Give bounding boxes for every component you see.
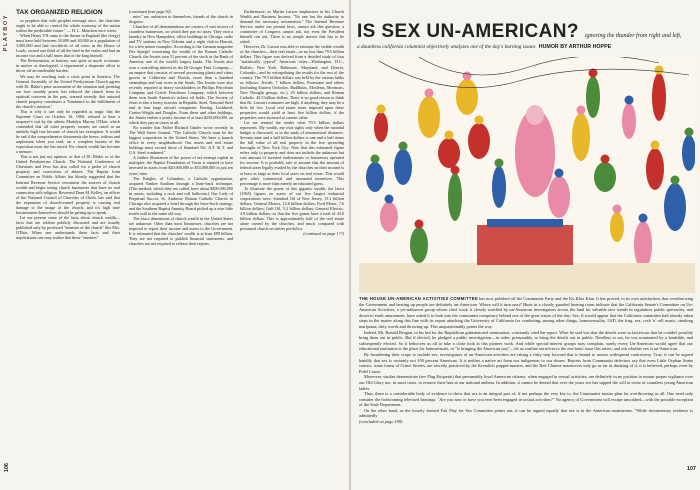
left-page-number: 106: [4, 462, 10, 472]
crowd-figure: [438, 138, 460, 168]
crowd-figure-head: [425, 89, 434, 98]
paragraph: This is not just my opinion, or that of Dr. Blake, or of the United Presbyterian Church. The National Conference of Christians and Jews has also called for a probe of church property and corrections of abuses. The Baptist Joint Committee on Public Affairs has bluntly suggested that the Internal Revenue Service reexamine the sources of church wealth and begin taxing church businesses that have no real connection with religion. Reverend Dean M. Kelley, an officer of the National Council of Churches of Christ, has said that the expansion of church-owned property is causing real damage to the image of the church, and it's high time businessmen themselves should be getting up to speak.: [16, 154, 120, 215]
deck-text: a dauntless california columnist objectively analyzes one of the day's burning issues: [357, 44, 536, 50]
central-figure-head: [526, 105, 544, 125]
continued-from-note: (continued from page 92): [129, 9, 172, 14]
crowd-illustration-svg: [359, 57, 695, 293]
crowd-figure: [548, 176, 570, 218]
lead-paragraph: [359, 296, 693, 330]
paragraph: This is why it can only be regarded as tragic that the Supreme Court on October 16, 1966, refused to hear a taxpayer's suit by the atheist Madalyn Murray O'Hair, which contended that all other property owners are taxed at an unfairly high rate because of church tax exemption. It would be sad if the comprehensive documents she brews, tedious and unpleasant when you read, on a complete bureau of the exposition most she has raised. For church wealth has become a menace.: [16, 108, 120, 155]
crowd-figure: [594, 162, 616, 192]
blue-table-top: [487, 219, 563, 227]
paragraph: Indeed, Mr. Ronald Reagan, in his bid for the Republican gubernatorial nomination, constantly cited the report. What he said was that the details were so lascivious that he couldn't possibly bring them out in public. But if elected, he pledged a public investigation—in order, presumably, to bring the details out in public. Needless to say, he was nominated by a landslide, and subsequently elected. So it behooves us all to take a close look at this pioneer work. And while special-interest groups may complain, surely every Un-American would agree that our educational institution is the place for homosexuals, or "is bringing the American way"—let us confine ourselves to the one basic issue this raises, and ask whether sex is un-American.: [359, 329, 693, 352]
crowd-figure: [622, 103, 636, 139]
paragraph: By broadening their scope to include sex, investigators of un-American activities are taking a risky step forward that is bound to arouse widespread controversy. True, it can be argued handily that sex is certainly not 100 percent American. It is neither a native art form nor indigenous to our shores. Reports from Communist defectors say that even Little Orphan Annie comics, some forms of Crime Stories, are secretly practiced by the Kremlin's puppet-masters, and the Red Chinese maneuvers only go as far as thinking of it, it is believed, perhaps even by Fidel Castro.: [359, 351, 693, 374]
crowd-figure: [652, 73, 666, 121]
paragraph: so prophets that with prophet message once, the churches ought to be able to control the whole economy of the nation within the predictable future." — H. L. Mencken once wrote.: [16, 18, 120, 34]
paragraph: We may be reaching such a crisis point in America. The General Assembly of the United Presbyterian Church agrees with Dr. Blake's prior assessment of the situation and, pointing out how steadily power has reduced the church from its spiritual concerns in the past, warned recently that untaxed church property constitutes a "hindrance to the fulfillment of the church's mission.": [16, 73, 120, 109]
crowd-figure: [448, 173, 462, 221]
crowd-figure: [456, 79, 478, 115]
crowd-figure: [572, 113, 590, 161]
paragraph: On the other hand, as the loosely formed Fair Play for Sex Committee points out, it can be argued equally that sex is in the American mainstream. "While documentary evidence is admittedly: [359, 407, 693, 419]
crowd-figure-head: [651, 141, 660, 150]
crowd-figure: [418, 96, 440, 138]
paragraph: Furthermore, as Martin Larson emphasizes in his Church Wealth and Business Income, "No one has the authority to demand the necessary information." The Internal Revenue Service, under our present laws, cannot ask this question; a committee of Congress cannot ask, not even the President himself can ask. There is no simple answer that has to be asked.: [240, 9, 344, 45]
crowd-figure-head: [625, 96, 634, 105]
article-headline: IS SEX UN-AMERICAN?: [357, 21, 579, 42]
crowd-figure-head: [377, 105, 386, 114]
continued-on-note: (continued on page 1??): [303, 231, 344, 237]
crowd-figure: [586, 76, 600, 118]
crowd-figure-head: [475, 116, 484, 125]
crowd-figure-head: [613, 205, 622, 214]
crowd-figure-head: [399, 142, 408, 151]
crowd-figure-head: [415, 220, 424, 229]
crowd-figure: [394, 149, 412, 185]
crowd-figure-head: [577, 106, 586, 115]
crowd-figure: [468, 123, 490, 159]
crowd-figure-head: [555, 169, 564, 178]
magazine-side-label: PLAYBOY: [3, 14, 9, 52]
paragraph: The exact dimensions of church wealth in the United States are unknown. Other than most businesses, churches are not required to report their income and assets to the Government. It is estimated that the churches' wealth is at least $80 billion. They are not required to publish financial statements, and churches are not required to release their reports.: [129, 215, 233, 247]
crowd-figure: [664, 183, 686, 231]
crowd-figure: [374, 112, 388, 142]
paragraph: Moreover, studies demonstrate (see Plug Etiquette) that presumably loyal American citizens, when engaged in sexual activities, are definitely in no position to mount proper vigilance over our Old Glory nor, in most cases, to remove their hats at our national anthem. In addition, it cannot be denied that over the years sex has sapped the will to resist of countless young American ladies.: [359, 374, 693, 391]
crowd-figure: [610, 212, 624, 242]
paragraph: The Knights of Columbus, a Catholic organization, acquired Yankee Stadium through a lease-back technique. (This method, which they are called, have about $200,000,000 in assets, including a rock and roll ballroom.) Our Lady of Perpetual Succor, St. Ambrose Roman Catholic Church in Chicago also acquired a hotel through the lease-back strategy, and the Southern Baptist Annuity Board picked up a nice little textile mill in the same old way.: [129, 175, 233, 216]
illustration: [359, 57, 695, 293]
crowd-figure-head: [639, 214, 648, 223]
paragraph: Churches of all denominations are owners of vast sectors of countless businesses, on which they pay no taxes. They own a laundry in New Hampshire, office buildings in Chicago, radio and TV stations in New Orleans and a night club in Hawaii, for a few minor examples. According to the German magazine Der Spiegel concerning the wealth of the Roman Catholic Church, the Jesuits own 51 percent of the stock in the Bank of America, one of the world's largest banks. The Jesuits also own a controlling interest in the Di Giorgio Fruit Company—an empire that consists of several processing plants and citrus groves in California and Florida, more than a hundred steamships and vast acres in the South. The Jesuits were also recently reported as heavy stockholders in Phillips Petroleum Company and Creole Petroleum Company, which between them own South America's richest oil fields. The Society of Jesus is also a heavy investor in Republic Steel, National Steel and in four large aircraft companies: Boeing, Lockheed, Curtiss-Wright and Douglas. From these and other holdings, the Jesuits realize a yearly income of at least $250,000,000, on which they pay no taxes at all.: [129, 24, 233, 126]
paragraph: A further illustration of the power of tax-exempt capital in multiples: the Baptist Foundation of Texas is reputed to have invested in assets from $20,000,000 to $33,000,000 in just ten years' time.: [129, 155, 233, 176]
article-body: [359, 296, 693, 484]
article-deck: [357, 44, 697, 50]
crowd-figure: [634, 221, 652, 269]
crowd-figure-head: [601, 155, 610, 164]
crowd-figure: [492, 166, 506, 208]
section-heading: TAX ORGANIZED RELIGION: [16, 9, 103, 16]
right-page: [351, 0, 700, 490]
article-column-3: [240, 9, 344, 477]
paragraph: No wonder that Father Richard Ginder wrote recently in The Wall Street Journal, "The Catholic Church must be the biggest corporation in the United States. We have a branch office in every neighborhood. Our assets and real estate holdings must exceed those of Standard Oil, A.T. & T. and U.S. Steel combined.": [129, 125, 233, 156]
paragraph: However, Dr. Larson was able to estimate the visible wealth of the churches—their real estate—in no less than 79.5 billion dollars. This figure was derived from a detailed study of four "statistically typical" American cities—Washington, D.C., Buffalo, New York, Baltimore, Maryland, and Denver, Colorado—and by extrapolating the results for the rest of the country. The 79.5 billion dollars was held by the various faiths as follows: Jewish, 7 billion dollars; Protestant and others (including Eastern Orthodox, Buddhists, Moslems, Mormons, New Thought groups, etc.), 29 billion dollars; and Roman Catholic, 43.5 billion dollars. There is no good reason to think that Dr. Larson's estimates are high; if anything, they may be a little bit low. Local real estate taxes imposed upon these properties would yield at least five billion dollars, if the properties were assessed at current value.: [240, 44, 344, 120]
crowd-figure: [410, 227, 428, 263]
article-column-1: [16, 9, 120, 477]
crowd-figure-head: [495, 159, 504, 168]
paragraph: Let me remind the reader what 79.5 billion dollars represents. My wealth, my own sights only when the national budget is discussed, or in the study of astronomical distances. Seventy-nine and a half billion dollars is one and a half times the full value of all real property in the five sprawling boroughs of New York City. Note that this estimated figure refers only to property and does not include the unknown but vast amount of invested endowments or businesses operated for income. It is probably safe to assume that the amount of federal taxes legally evaded by the churches on their income is at least as large as their local taxes on real estate. This would give other commercial and unwanted incentives. This percentage is more than merely an educated guess.: [240, 120, 344, 186]
crowd-figure: [646, 148, 664, 190]
crowd-figure: [380, 202, 398, 232]
left-page: [0, 0, 349, 490]
red-table: [477, 225, 573, 265]
paragraph: To illustrate the power of this gigantic wealth, the latest (1965) figures on assets of our five largest industrial corporations were: Standard Oil of New Jersey, 13.1 billion dollars; General Motors, 12.6 billion dollars; Ford Motor, 7.6 billion dollars; Gulf Oil, 5.2 billion dollars; General Electric, 4.9 billion dollars; so that the five giants have a total of 43.6 billion dollars. This is approximately half of the real estate alone owned by the churches, and much compared with presumed church securities portfolios.: [240, 185, 344, 232]
paragraph: Let me present some of the facts about church wealth—facts that are seldom publicly discussed and are usually published only by professed "enemies of the church" like Mrs. O'Hair. When one understands these facts and their implications one may realize that these "enemies": [16, 214, 120, 241]
paragraph: Thus, there is a considerable body of evidence to show that sex is an integral part of, if not perhaps the very key to, the Communist master plan for overthrowing us all. One need only consider the forthcoming televised hearings: "Are you now or have you ever been engaged in sexual activities?" No agency of Government will escape unscathed—with the possible exception of the State Department.: [359, 391, 693, 408]
lead-text: has now polished off the Communist Party and the Ku Klux Klan. It has proved, to its own satisfaction, that overthrowing the Government and heating up people are definitely un-American. Where will it turn next? Hints in a closely guarded hearing room indicate that the California Senate's Committee on Un-American Activities, a yet-unknown group whose chief work is closely watched by un-American investigators across the land for valuable new trends in regulation, public spectacles, and down-to-earth amusement, have asked it to look into the communist conspiracy behind one of the great issues of the day: Sex. It would appear that the California committee had already taken steps in the matter along this line with its report attacking the University of California for condoning, among other things, homosexuality, LSD, the frug, sex, rock 'n' roll music, smoking marijuana, dirty words and throwing up. This unquestionably points the way.: [359, 296, 693, 329]
crowd-figure-head: [371, 155, 380, 164]
paragraph: mies" are, unknown to themselves, friends of the church in disguise.: [129, 14, 233, 25]
crowd-figure: [366, 162, 384, 192]
article-column-2: [129, 9, 233, 477]
article-headline-block: [357, 21, 697, 43]
crowd-figure-head: [463, 72, 472, 81]
lead-smallcaps: THE HOUSE UN-AMERICAN ACTIVITIES COMMITTEE: [359, 296, 478, 301]
ground-band: [359, 263, 695, 293]
crowd-figure-head: [655, 66, 664, 75]
crowd-figure-head: [671, 176, 680, 185]
paragraph: When Henry VII came to the throne in England (the clergy) must have held between 30,000 and 40,000 in a population of 3,000,000 and had two-thirds of all votes in the House of Lords, owned one-third of all the land in the realm and had an income two and a half times that of the king himself.: [16, 33, 120, 59]
headline-tagline: ignoring the thunder from right and left,: [584, 33, 682, 39]
right-page-number: 107: [686, 466, 696, 472]
continued-on-note: (concluded on page 199): [359, 419, 403, 425]
byline: HUMOR BY ARTHUR HOPPE: [538, 44, 612, 50]
paragraph: The Reformation, at bottom, was quite as much economic in motive as theological; it represented a desperate effort to throw off an intolerable burden.: [16, 58, 120, 74]
crowd-figure-head: [685, 128, 694, 137]
crowd-figure-head: [445, 131, 454, 140]
crowd-figure-head: [385, 195, 394, 204]
